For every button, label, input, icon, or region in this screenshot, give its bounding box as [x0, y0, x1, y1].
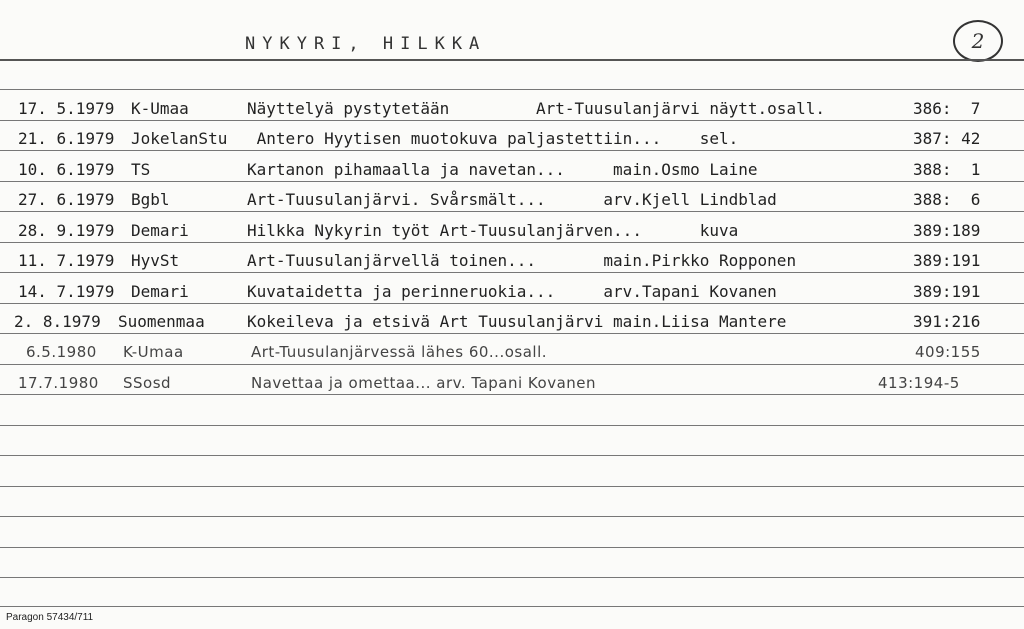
entry-date: 14. 7.1979 [18, 282, 115, 301]
entry-headline: Art-Tuusulanjärvessä lähes 60...osall. [251, 343, 548, 361]
entry-newspaper: Suomenmaa [118, 312, 205, 331]
entry-date: 11. 7.1979 [18, 251, 115, 270]
entry-headline: Kokeileva ja etsivä Art Tuusulanjärvi main.Liisa Mantere [247, 312, 787, 331]
ruled-line [0, 455, 1024, 456]
entry-headline: Kartanon pihamaalla ja navetan... main.Osmo Laine [247, 160, 758, 179]
ruled-line [0, 547, 1024, 548]
entry-date: 21. 6.1979 [18, 129, 115, 148]
card-entry [0, 92, 1024, 122]
entry-headline: Näyttelyä pystytetään Art-Tuusulanjärvi näytt.osall. [247, 99, 825, 118]
ruled-line [0, 425, 1024, 426]
entry-date: 17.7.1980 [18, 374, 99, 392]
ruled-line [0, 606, 1024, 607]
entry-newspaper: JokelanStu [131, 129, 228, 148]
card-entry [0, 335, 1024, 365]
card-entry [0, 305, 1024, 335]
card-entry [0, 244, 1024, 274]
card-footer-printmark: Paragon 57434/711 [6, 612, 94, 623]
entry-reference: 388: 6 [913, 190, 981, 209]
ruled-line [0, 516, 1024, 517]
entry-date: 2. 8.1979 [14, 312, 101, 331]
entry-newspaper: Demari [131, 221, 189, 240]
entry-reference: 391:216 [913, 312, 981, 331]
card-entry [0, 183, 1024, 213]
entry-newspaper: K-Umaa [123, 343, 184, 361]
card-title: NYKYRI, HILKKA [245, 34, 487, 54]
entry-newspaper: TS [131, 160, 151, 179]
card-entry [0, 275, 1024, 305]
entry-reference: 389:189 [913, 221, 981, 240]
entry-date: 10. 6.1979 [18, 160, 115, 179]
entry-newspaper: Demari [131, 282, 189, 301]
entry-date: 6.5.1980 [26, 343, 97, 361]
entry-date: 28. 9.1979 [18, 221, 115, 240]
entry-reference: 389:191 [913, 251, 981, 270]
entry-date: 27. 6.1979 [18, 190, 115, 209]
ruled-line [0, 89, 1024, 90]
entry-newspaper: SSosd [123, 374, 172, 392]
entry-reference: 409:155 [915, 343, 981, 361]
card-entry [0, 214, 1024, 244]
entry-reference: 389:191 [913, 282, 981, 301]
ruled-line [0, 486, 1024, 487]
entry-headline: Art-Tuusulanjärvellä toinen... main.Pirkko Ropponen [247, 251, 797, 270]
header-rule [0, 59, 1024, 61]
entry-reference: 388: 1 [913, 160, 981, 179]
entry-headline: Hilkka Nykyrin työt Art-Tuusulanjärven... kuva [247, 221, 739, 240]
ruled-line [0, 577, 1024, 578]
entry-headline: Antero Hyytisen muotokuva paljastettiin... sel. [247, 129, 739, 148]
entry-headline: Art-Tuusulanjärvi. Svårsmält... arv.Kjell Lindblad [247, 190, 777, 209]
entry-date: 17. 5.1979 [18, 99, 115, 118]
entry-headline: Kuvataidetta ja perinneruokia... arv.Tapani Kovanen [247, 282, 777, 301]
entry-newspaper: HyvSt [131, 251, 180, 270]
entry-reference: 386: 7 [913, 99, 981, 118]
entry-newspaper: K-Umaa [131, 99, 189, 118]
card-entry [0, 122, 1024, 152]
entry-reference: 413:194-5 [878, 374, 960, 392]
entry-headline: Navettaa ja omettaa... arv. Tapani Kovanen [251, 374, 597, 392]
card-entry [0, 366, 1024, 396]
entry-reference: 387: 42 [913, 129, 981, 148]
entry-newspaper: Bgbl [131, 190, 170, 209]
page-number-circle: 2 [953, 20, 1003, 62]
card-entry [0, 153, 1024, 183]
